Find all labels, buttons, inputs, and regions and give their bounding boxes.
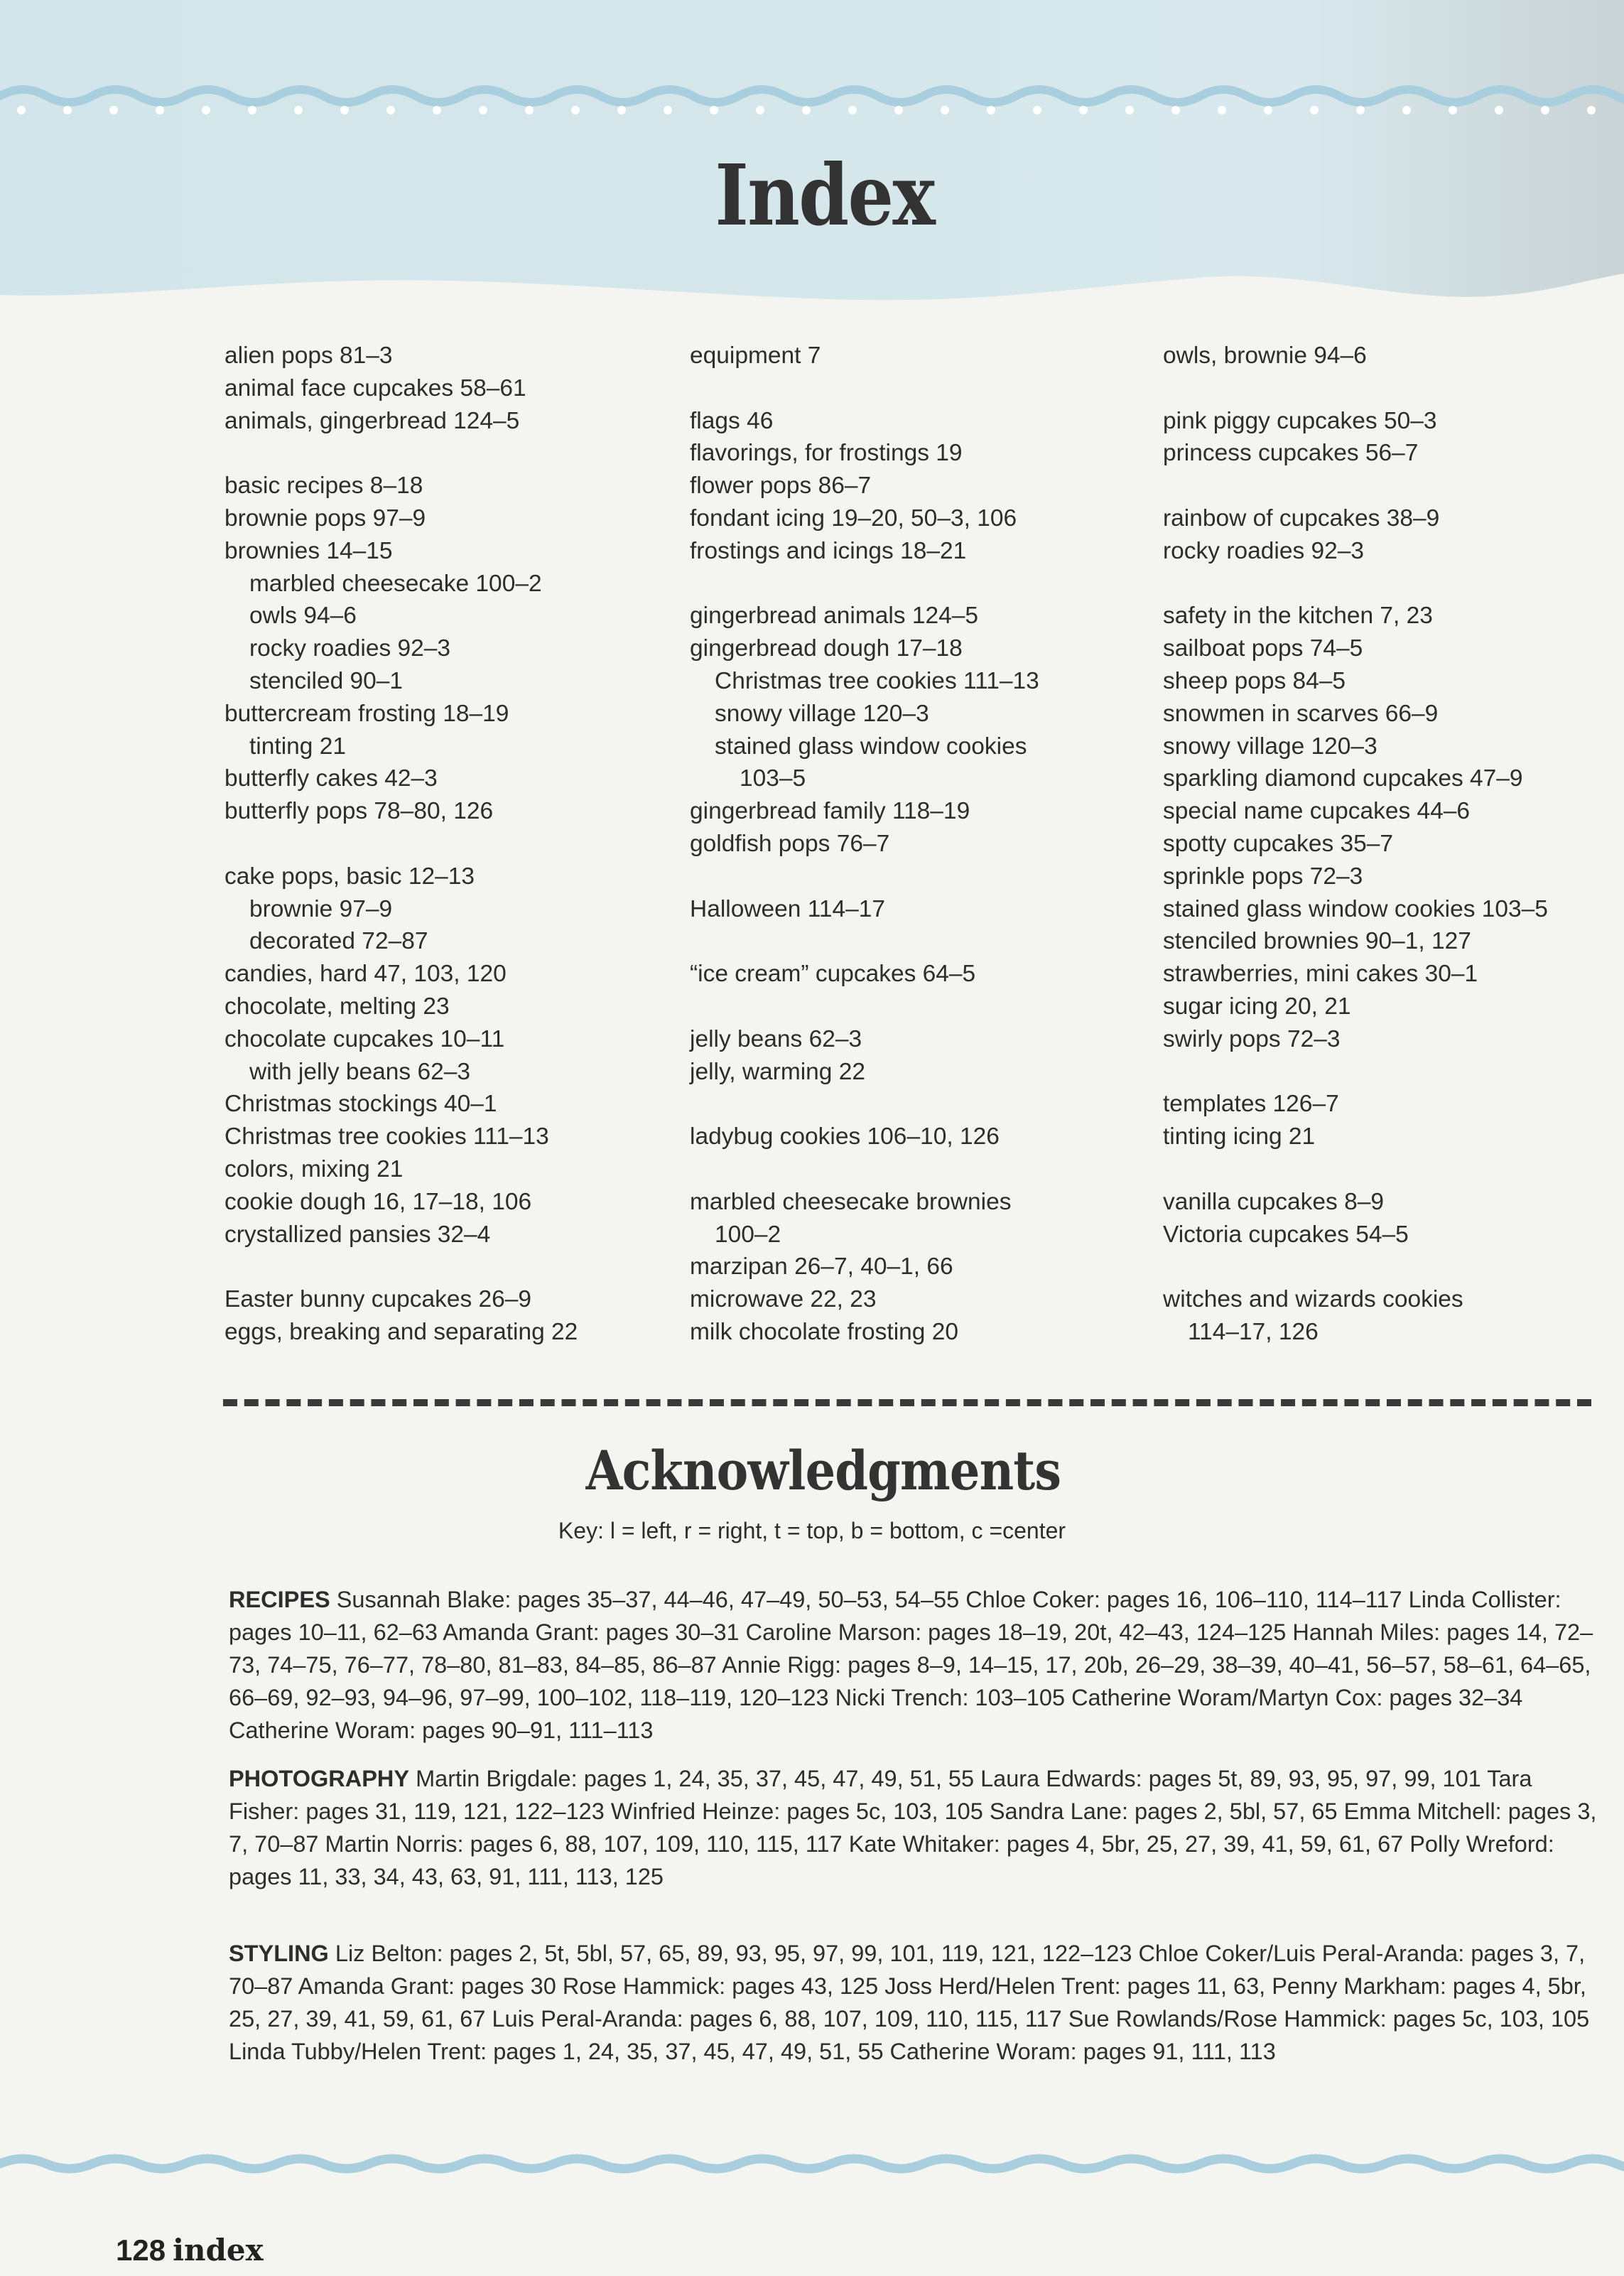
credit-name: Amanda Grant: [443,1619,600,1645]
index-gap [1163,372,1603,405]
section-divider [223,1399,1591,1406]
index-entry: animal face cupcakes 58–61 [224,374,526,401]
decorative-dot [63,106,72,114]
index-entry: animals, gingerbread 124–5 [224,407,520,434]
index-entry: Christmas tree cookies 111–13 [224,1123,549,1150]
index-entry: decorated 72–87 [249,928,428,955]
index-entry: chocolate cupcakes 10–11 [224,1025,505,1052]
decorative-dot [987,106,995,114]
index-entry: with jelly beans 62–3 [249,1058,471,1085]
credit-pages: pages 43, 125 [732,1973,879,1999]
credit-pages: pages 16, 106–110, 114–117 [1106,1587,1402,1612]
decorative-dot [1033,106,1041,114]
index-entry: owls, brownie 94–6 [1163,343,1367,369]
credit-name: Susannah Blake: [336,1587,511,1612]
index-entry: microwave 22, 23 [690,1286,877,1313]
index-entry: gingerbread dough 17–18 [690,635,963,662]
credit-pages: pages 32–34 [1389,1685,1523,1710]
decorative-dot [756,106,764,114]
index-entry: fondant icing 19–20, 50–3, 106 [690,505,1017,532]
credit-pages: pages 2, 5t, 5bl, 57, 65, 89, 93, 95, 97, 99, 101, 119, 121, 122–123 [449,1941,1132,1966]
index-entry: jelly, warming 22 [690,1058,865,1085]
decorative-dots-top [17,106,1596,114]
index-entry: Halloween 114–17 [690,895,886,922]
index-gap [690,991,1144,1023]
section-label: PHOTOGRAPHY [229,1766,410,1791]
index-entry: vanilla cupcakes 8–9 [1163,1188,1385,1215]
index-gap [224,437,679,470]
acknowledgments-styling [229,1937,1600,2068]
index-entry: stenciled brownies 90–1, 127 [1163,928,1471,955]
credit-name: Chloe Coker: [965,1587,1100,1612]
index-entry: jelly beans 62–3 [690,1025,862,1052]
credit-pages: pages 2, 5bl, 57, 65 [1135,1798,1338,1824]
credit-pages: 103–105 [975,1685,1066,1710]
index-entry: eggs, breaking and separating 22 [224,1318,578,1345]
index-entry: rocky roadies 92–3 [1163,537,1365,564]
index-entry: sparkling diamond cupcakes 47–9 [1163,765,1523,792]
index-entry: owls 94–6 [249,603,357,630]
credit-name: Tara Fisher: [229,1766,1532,1824]
credit-name: Luis Peral-Aranda: [492,2006,683,2032]
acknowledgments-key [0,1518,1624,1544]
decorative-dot [202,106,210,114]
decorative-dot [1449,106,1457,114]
index-entry: cookie dough 16, 17–18, 106 [224,1188,532,1215]
index-entry: goldfish pops 76–7 [690,830,890,857]
decorative-dot [109,106,118,114]
credit-pages: pages 6, 88, 107, 109, 110, 115, 117 [470,1831,843,1857]
index-entry: sprinkle pops 72–3 [1163,863,1363,890]
decorative-dot [17,106,26,114]
credit-pages: pages 8–9, 14–15, 17, 20b, 26–29, 38–39, 40–41, 56–57, 58–61, 64–65, 66–69, 92–93, 94–96, 97–99, 100–102, 118–119, 120–123 [229,1652,1591,1710]
credit-name: Martin Brigdale: [416,1766,578,1791]
decorative-dot [433,106,441,114]
index-entry: safety in the kitchen 7, 23 [1163,603,1433,630]
index-gap [690,925,1144,958]
index-gap [690,372,1144,405]
index-gap [1163,470,1603,502]
index-entry: stained glass window cookies [715,733,1027,760]
index-entry: stenciled 90–1 [249,667,404,694]
credit-name: Chloe Coker/Luis Peral-Aranda: [1138,1941,1465,1966]
credit-pages: pages 4, 5br, 25, 27, 39, 41, 59, 61, 67 [229,1973,1586,2032]
credit-pages: pages 5c, 103, 105 [786,1798,983,1824]
credit-pages: pages 4, 5br, 25, 27, 39, 41, 59, 61, 67 [1006,1831,1404,1857]
credit-pages: pages 30 [461,1973,556,1999]
index-entry: Victoria cupcakes 54–5 [1163,1221,1409,1248]
credit-pages: pages 31, 119, 121, 122–123 [305,1798,605,1824]
index-entry: pink piggy cupcakes 50–3 [1163,407,1437,434]
credit-name: Rose Hammick: [562,1973,726,1999]
index-entry: stained glass window cookies 103–5 [1163,895,1548,922]
decorative-dot [294,106,303,114]
index-entry: candies, hard 47, 103, 120 [224,961,507,988]
index-gap [224,828,679,861]
credit-name: Penny Markham: [1272,1973,1446,1999]
credit-pages: pages 90–91, 111–113 [422,1717,654,1743]
acknowledgments-title: Acknowledgments [585,1439,1061,1502]
index-entry: witches and wizards cookies [1163,1286,1463,1313]
credit-name: Winfried Heinze: [610,1798,781,1824]
index-entry: gingerbread animals 124–5 [690,603,979,630]
decorative-dot [664,106,672,114]
credit-name: Polly Wreford: [1409,1831,1554,1857]
credit-pages: pages 35–37, 44–46, 47–49, 50–53, 54–55 [517,1587,960,1612]
index-entry: flavorings, for frostings 19 [690,440,963,467]
credit-pages: pages 11, 63, [1127,1973,1266,1999]
index-gap [1163,568,1603,600]
index-entry: brownie pops 97–9 [224,505,426,532]
credit-pages: pages 10–11, 62–63 [229,1619,438,1645]
index-entry: milk chocolate frosting 20 [690,1318,958,1345]
decorative-dot [1402,106,1411,114]
credit-name: Catherine Woram: [889,2039,1077,2064]
credit-name: Sandra Lane: [989,1798,1128,1824]
index-entry: frostings and icings 18–21 [690,537,967,564]
index-entry: templates 126–7 [1163,1091,1339,1118]
index-entry: strawberries, mini cakes 30–1 [1163,961,1478,988]
index-entry: basic recipes 8–18 [224,473,423,500]
credit-pages: pages 14, 72–73, 74–75, 76–77, 78–80, 81–83, 84–85, 86–87 [229,1619,1593,1678]
decorative-dot [1079,106,1088,114]
index-entry: buttercream frosting 18–19 [224,700,509,727]
index-entry: Easter bunny cupcakes 26–9 [224,1286,532,1313]
decorative-dot [571,106,580,114]
index-entry: crystallized pansies 32–4 [224,1221,491,1248]
credit-name: Nicki Trench: [835,1685,969,1710]
index-entry: special name cupcakes 44–6 [1163,798,1471,825]
index-gap [690,861,1144,893]
page-title: Index [715,146,935,244]
decorative-dot [340,106,349,114]
credit-name: Sue Rowlands/Rose Hammick: [1068,2006,1387,2032]
decorative-wave-bottom [0,2142,1624,2185]
index-entry: tinting 21 [249,733,346,760]
index-gap [224,1251,679,1283]
index-entry: flags 46 [690,407,774,434]
decorative-dot [248,106,256,114]
index-gap [690,1153,1144,1186]
index-entry: snowy village 120–3 [715,700,929,727]
index-column-2 [690,340,1144,1349]
running-footer: index [173,2233,264,2267]
index-gap [1163,1251,1603,1283]
index-entry: equipment 7 [690,343,821,369]
index-entry: snowy village 120–3 [1163,733,1377,760]
index-column-1 [224,340,679,1349]
decorative-dot [479,106,487,114]
section-label: RECIPES [229,1587,330,1612]
key-label: Key: [558,1518,604,1543]
index-entry: sheep pops 84–5 [1163,667,1346,694]
credit-pages: pages 91, 111, 113 [1083,2039,1276,2064]
index-entry: colors, mixing 21 [224,1155,404,1182]
decorative-dot [386,106,395,114]
credit-pages: pages 18–19, 20t, 42–43, 124–125 [928,1619,1287,1645]
index-entry: marbled cheesecake 100–2 [249,570,542,597]
index-entry: brownies 14–15 [224,537,393,564]
index-entry: chocolate, melting 23 [224,993,450,1020]
credit-pages: pages 11, 33, 34, 43, 63, 91, 111, 113, 125 [229,1864,664,1889]
index-entry: princess cupcakes 56–7 [1163,440,1419,467]
credit-pages: pages 3, 7, 70–87 [229,1941,1586,1999]
decorative-dot [1310,106,1319,114]
index-entry: alien pops 81–3 [224,343,393,369]
index-gap [1163,1153,1603,1186]
decorative-dot [1356,106,1365,114]
index-entry: marbled cheesecake brownies [690,1188,1012,1215]
credit-pages: pages 3, 7, 70–87 [229,1798,1597,1857]
index-entry: spotty cupcakes 35–7 [1163,830,1394,857]
index-entry: swirly pops 72–3 [1163,1025,1341,1052]
credit-name: Martin Norris: [325,1831,464,1857]
decorative-dot [1218,106,1226,114]
credit-pages: pages 1, 24, 35, 37, 45, 47, 49, 51, 55 [493,2039,884,2064]
decorative-dot [1541,106,1549,114]
credit-name: Hannah Miles: [1292,1619,1441,1645]
decorative-dot [1125,106,1134,114]
decorative-dot [802,106,811,114]
decorative-dot [156,106,164,114]
index-entry: gingerbread family 118–19 [690,798,970,825]
credit-name: Kate Whitaker: [848,1831,1000,1857]
credit-name: Caroline Marson: [745,1619,922,1645]
credit-pages: pages 5c, 103, 105 [1392,2006,1590,2032]
index-entry: rainbow of cupcakes 38–9 [1163,505,1440,532]
key-text: l = left, r = right, t = top, b = bottom, c =center [603,1518,1066,1543]
decorative-dot [1264,106,1272,114]
index-entry: tinting icing 21 [1163,1123,1316,1150]
page-number: 128 [116,2233,166,2267]
index-entry: sugar icing 20, 21 [1163,993,1351,1020]
acknowledgments-photography [229,1762,1600,1893]
credit-name: Catherine Woram/Martyn Cox: [1071,1685,1383,1710]
credit-pages: pages 5t, 89, 93, 95, 97, 99, 101 [1148,1766,1481,1791]
credit-pages: pages 6, 88, 107, 109, 110, 115, 117 [689,2006,1062,2032]
index-entry: sailboat pops 74–5 [1163,635,1363,662]
index-entry: Christmas tree cookies 111–13 [715,667,1039,694]
credit-name: Emma Mitchell: [1343,1798,1502,1824]
index-entry: cake pops, basic 12–13 [224,863,475,890]
index-entry: snowmen in scarves 66–9 [1163,700,1439,727]
index-entry: marzipan 26–7, 40–1, 66 [690,1253,953,1280]
decorative-dot [525,106,534,114]
credit-name: Amanda Grant: [298,1973,455,1999]
index-entry: ladybug cookies 106–10, 126 [690,1123,1000,1150]
credit-name: Linda Collister: [1408,1587,1561,1612]
index-entry: flower pops 86–7 [690,473,872,500]
acknowledgments-recipes [229,1583,1600,1747]
credit-name: Catherine Woram: [229,1717,416,1743]
credit-pages: pages 30–31 [605,1619,740,1645]
page-folio [116,2233,264,2267]
decorative-dot [1495,106,1503,114]
section-label: STYLING [229,1941,329,1966]
credit-name: Liz Belton: [335,1941,443,1966]
decorative-wave-bottom-line [0,2159,1624,2169]
index-entry: 100–2 [715,1221,781,1248]
credit-name: Joss Herd/Helen Trent: [884,1973,1121,1999]
index-entry: 114–17, 126 [1188,1318,1319,1345]
index-entry: 103–5 [740,765,806,792]
index-gap [690,568,1144,600]
decorative-dot [710,106,718,114]
index-column-3 [1163,340,1603,1349]
decorative-dot [1587,106,1596,114]
decorative-dot [848,106,857,114]
decorative-dot [894,106,903,114]
decorative-dot [941,106,949,114]
credit-name: Linda Tubby/Helen Trent: [229,2039,487,2064]
index-entry: “ice cream” cupcakes 64–5 [690,961,976,988]
credit-pages: pages 1, 24, 35, 37, 45, 47, 49, 51, 55 [583,1766,975,1791]
index-gap [1163,1056,1603,1089]
decorative-dot [1171,106,1180,114]
credit-name: Laura Edwards: [980,1766,1142,1791]
index-entry: rocky roadies 92–3 [249,635,451,662]
index-entry: brownie 97–9 [249,895,393,922]
index-gap [690,1088,1144,1121]
index-entry: butterfly cakes 42–3 [224,765,438,792]
index-entry: Christmas stockings 40–1 [224,1091,497,1118]
index-entry: butterfly pops 78–80, 126 [224,798,494,825]
decorative-dot [617,106,626,114]
credit-name: Annie Rigg: [722,1652,842,1678]
